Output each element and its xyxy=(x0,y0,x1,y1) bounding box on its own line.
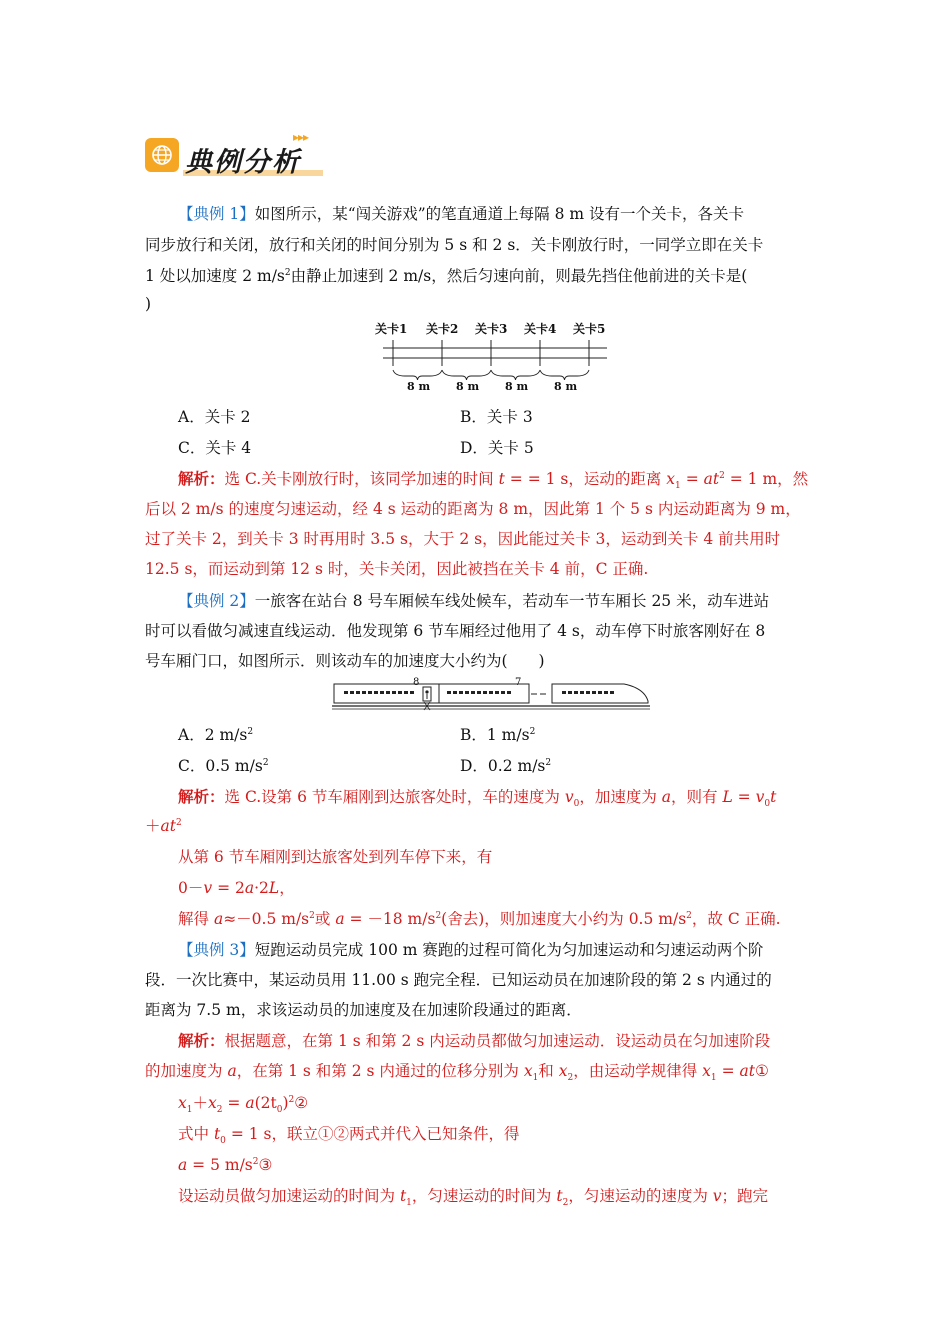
ex1-tag: 【典例 1】 xyxy=(178,205,255,223)
car-number-8: 8 xyxy=(413,677,420,688)
ex2-analysis-line-4: 0－v = 2a·2L， xyxy=(178,879,295,897)
ex2-line-3: 号车厢门口，如图所示．则该动车的加速度大小约为( ) xyxy=(145,652,545,670)
ex1-option-a: A．关卡 2 xyxy=(178,408,251,426)
ex3-analysis-line-2: 的加速度为 a，在第 1 s 和第 2 s 内通过的位移分别为 $x_1$和 $x_2$，由运动学规律得 $x_1$ = at① xyxy=(145,1062,769,1084)
ex1-option-d: D．关卡 5 xyxy=(460,439,534,457)
ex2-analysis-line-2: $+at^2$ xyxy=(145,817,182,835)
ex3-analysis-line-3: $x_1+x_2$ = $a(2t_0)^2②$ xyxy=(178,1094,309,1116)
gate-label-4: 关卡4 xyxy=(524,322,557,336)
ex1-analysis-line-4: 12.5 s，而运动到第 12 s 时，关卡关闭，因此被挡在关卡 4 前，C 正确. xyxy=(145,560,649,578)
spacing-label-3: 8 m xyxy=(505,380,529,393)
ex2-analysis-line-3: 从第 6 节车厢刚到达旅客处到列车停下来，有 xyxy=(178,848,493,866)
spacing-label-4: 8 m xyxy=(554,380,578,393)
ex1-analysis-line-3: 过了关卡 2，到关卡 3 时再用时 3.5 s，大于 2 s，因此能过关卡 3，运动到关卡 4 前共用时 xyxy=(145,530,781,548)
gates-figure xyxy=(375,318,615,398)
ex1-option-b: B．关卡 3 xyxy=(460,408,533,426)
train-diagram xyxy=(332,680,650,712)
arrows-icon: ▸▸▸ xyxy=(293,130,309,144)
ex2-option-b: B．1 $m/s^2$ xyxy=(460,726,536,744)
ex1-line-3: 1 处以加速度 2 $m/s^2$由静止加速到 2 m/s，然后匀速向前，则最先挡住他前进的关卡是( xyxy=(145,267,748,285)
ex2-option-d: D．0.2 $m/s^2$ xyxy=(460,757,552,775)
ex2-option-a: A．2 $m/s^2$ xyxy=(178,726,254,744)
ex1-line-4: ) xyxy=(145,295,152,313)
ex1-analysis-line-2: 后以 2 m/s 的速度匀速运动，经 4 s 运动的距离为 8 m，因此第 1 个 5 s 内运动距离为 9 m， xyxy=(145,500,801,518)
gate-label-5: 关卡5 xyxy=(573,322,606,336)
ex2-option-c: C．0.5 $m/s^2$ xyxy=(178,757,269,775)
ex1-analysis-line-1: 解析：选 C.关卡刚放行时，该同学加速的时间 t = = 1 s，运动的距离 $x_1 = at^2 = 1$ m，然 xyxy=(178,469,809,492)
ex1-option-c: C．关卡 4 xyxy=(178,439,252,457)
gate-label-1: 关卡1 xyxy=(375,322,408,336)
ex3-analysis-line-5: a = 5 $m/s^2③$ xyxy=(178,1156,273,1174)
spacing-label-2: 8 m xyxy=(456,380,480,393)
ex1-line-1: 【典例 1】如图所示，某“闯关游戏”的笔直通道上每隔 8 m 设有一个关卡，各关卡 xyxy=(178,205,744,223)
section-header xyxy=(145,130,345,182)
section-title: 典例分析 xyxy=(185,147,301,178)
ex2-line-1: 【典例 2】一旅客在站台 8 号车厢候车线处候车，若动车一节车厢长 25 米，动车进站 xyxy=(178,592,770,610)
ex2-analysis-line-1: 解析：选 C.设第 6 节车厢刚到达旅客处时，车的速度为 $v_0$，加速度为 a，则有 $L = v_0t$ xyxy=(178,787,777,810)
train-figure xyxy=(332,677,650,712)
car-number-7: 7 xyxy=(515,677,522,688)
ex2-analysis-line-5: 解得 a≈－0.5 $m/s^2$或 a = －18 $m/s^2$(舍去)，则加速度大小约为 0.5 $m/s^2$，故 C 正确. xyxy=(178,910,781,928)
globe-icon xyxy=(145,138,179,172)
ex3-analysis-line-4: 式中 $t_0 = 1$ s，联立①②两式并代入已知条件，得 xyxy=(178,1125,520,1147)
ex2-line-2: 时可以看做匀减速直线运动．他发现第 6 节车厢经过他用了 4 s，动车停下时旅客刚好在 8 xyxy=(145,622,766,640)
ex3-line-2: 段．一次比赛中，某运动员用 11.00 s 跑完全程．已知运动员在加速阶段的第 2 s 内通过的 xyxy=(145,971,772,989)
ex3-line-3: 距离为 7.5 m，求该运动员的加速度及在加速阶段通过的距离． xyxy=(145,1001,582,1019)
spacing-label-1: 8 m xyxy=(407,380,431,393)
ex3-line-1: 【典例 3】短跑运动员完成 100 m 赛跑的过程可简化为匀加速运动和匀速运动两个阶 xyxy=(178,941,764,959)
ex2-tag: 【典例 2】 xyxy=(178,592,255,610)
ex3-analysis-line-6: 设运动员做匀加速运动的时间为 $t_1$，匀速运动的时间为 $t_2$，匀速运动的速度为 v；跑完 xyxy=(178,1187,769,1209)
ex3-tag: 【典例 3】 xyxy=(178,941,255,959)
gate-label-2: 关卡2 xyxy=(426,322,459,336)
gate-label-3: 关卡3 xyxy=(475,322,508,336)
ex1-line-2: 同步放行和关闭，放行和关闭的时间分别为 5 s 和 2 s．关卡刚放行时，一同学立即在关卡 xyxy=(145,236,764,254)
ex3-analysis-line-1: 解析：根据题意，在第 1 s 和第 2 s 内运动员都做匀加速运动．设运动员在匀加速阶段 xyxy=(178,1031,771,1050)
